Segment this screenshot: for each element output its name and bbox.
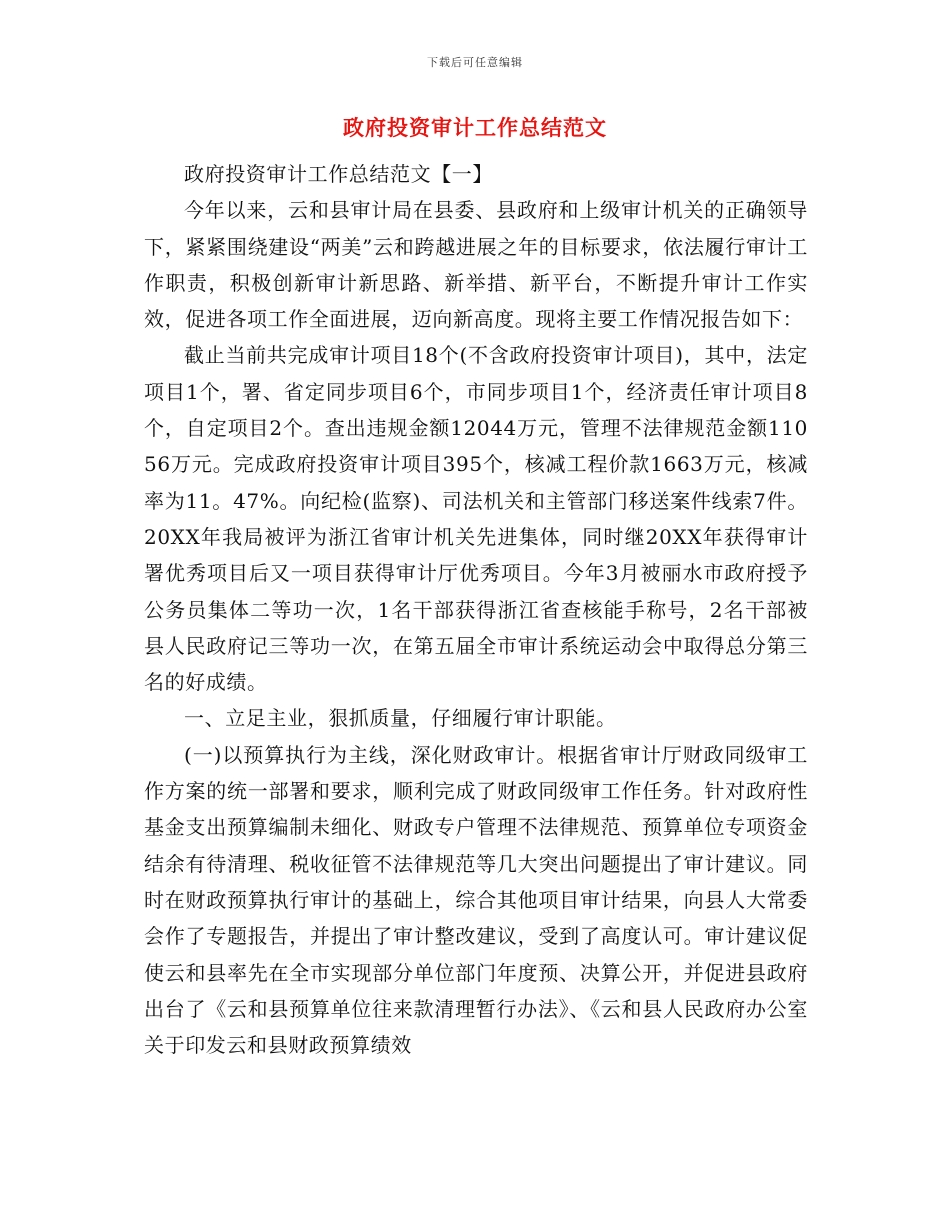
- paragraph-subtitle: 政府投资审计工作总结范文【一】: [184, 162, 493, 186]
- document-body: [144, 156, 808, 1063]
- paragraph-summary: 截止当前共完成审计项目18个(不含政府投资审计项目)，其中，法定项目1个，署、省定同步项目6个，市同步项目1个，经济责任审计项目8个，自定项目2个。查出违规金额12044万元，管理不法律规范金额11056万元。完成政府投资审计项目395个，核减工程价款1663万元，核减率为11。47%。向纪检(监察)、司法机关和主管部门移送案件线索7件。20XX年我局被评为浙江省审计机关先进集体，同时继20XX年获得审计署优秀项目后又一项目获得审计厅优秀项目。今年3月被丽水市政府授予公务员集体二等功一次，1名干部获得浙江省查核能手称号，2名干部被县人民政府记三等功一次，在第五届全市审计系统运动会中取得总分第三名的好成绩。: [144, 343, 808, 695]
- document-title: 政府投资审计工作总结范文: [343, 115, 607, 140]
- paragraph-section-heading: 一、立足主业，狠抓质量，仔细履行审计职能。: [184, 706, 617, 731]
- paragraph-section-one: (一)以预算执行为主线，深化财政审计。根据省审计厅财政同级审工作方案的统一部署和要求，顺利完成了财政同级审工作任务。针对政府性基金支出预算编制未细化、财政专户管理不法律规范、预算单位专项资金结余有待清理、税收征管不法律规范等几大突出问题提出了审计建议。同时在财政预算执行审计的基础上，综合其他项目审计结果，向县人大常委会作了专题报告，并提出了审计整改建议，受到了高度认可。审计建议促使云和县率先在全市实现部分单位部门年度预、决算公开，并促进县政府出台了《云和县预算单位往来款清理暂行办法》、《云和县人民政府办公室关于印发云和县财政预算绩效: [144, 742, 808, 1058]
- header-note: 下载后可任意编辑: [427, 56, 523, 69]
- paragraph-intro: 今年以来，云和县审计局在县委、县政府和上级审计机关的正确领导下，紧紧围绕建设“两美”云和跨越进展之年的目标要求，依法履行审计工作职责，积极创新审计新思路、新举措、新平台，不断提升审计工作实效，促进各项工作全面进展，迈向新高度。现将主要工作情况报告如下：: [144, 198, 808, 332]
